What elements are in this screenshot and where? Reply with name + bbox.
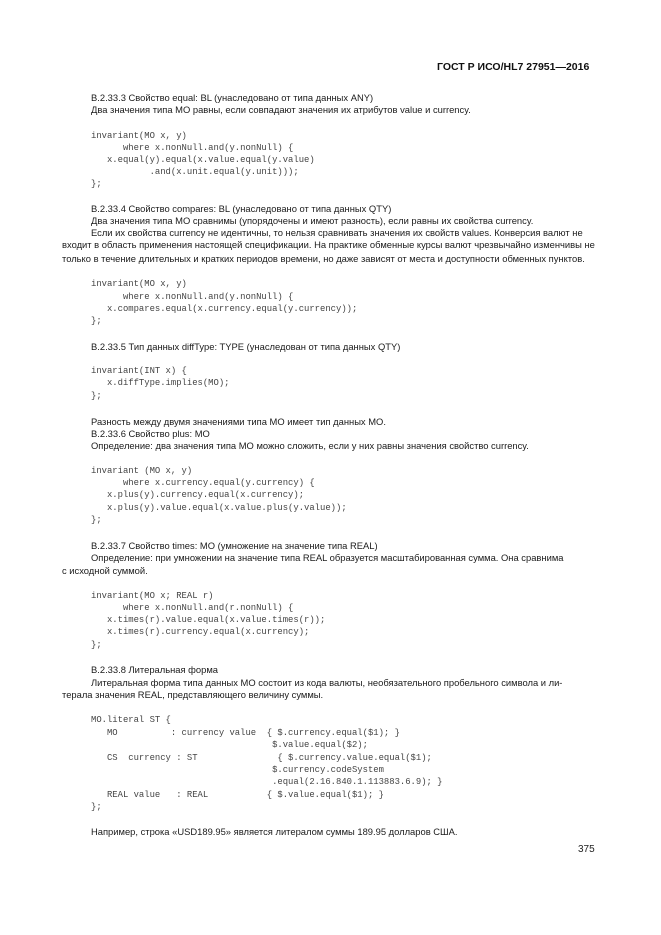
- paragraph-line: Определение: при умножении на значение типа REAL образуется масштабированная сумма. Она сравнима: [91, 552, 564, 563]
- code-line: };: [91, 179, 102, 189]
- code-line: };: [91, 391, 102, 401]
- paragraph-line: терала значения REAL, представляющего величину суммы.: [62, 689, 324, 700]
- paragraph-line: Два значения типа МО равны, если совпадают значения их атрибутов value и currency.: [91, 104, 471, 115]
- code-line: .equal(2.16.840.1.113883.6.9); }: [91, 777, 443, 787]
- code-line: };: [91, 640, 102, 650]
- code-line: invariant(MO x, y): [91, 131, 187, 141]
- section-heading: В.2.33.6 Свойство plus: МО: [91, 428, 210, 439]
- code-line: $.currency.codeSystem: [91, 765, 384, 775]
- paragraph-line: Два значения типа МО сравнимы (упорядочены и имеют разность), если равны их свойства currency.: [91, 215, 534, 226]
- code-line: invariant (MO x, y): [91, 466, 193, 476]
- paragraph-line: Если их свойства currency не идентичны, то нельзя сравнивать значения их свойств values. Конверсия валют не: [91, 227, 583, 238]
- code-line: where x.nonNull.and(y.nonNull) {: [91, 143, 294, 153]
- code-line: x.compares.equal(x.currency.equal(y.currency));: [91, 304, 358, 314]
- code-line: };: [91, 802, 102, 812]
- paragraph-line: Определение: два значения типа МО можно сложить, если у них равны значения свойство currency.: [91, 440, 529, 451]
- code-line: MO.literal ST {: [91, 715, 171, 725]
- paragraph-line: Литеральная форма типа данных МО состоит из кода валюты, необязательного пробельного символа и ли-: [91, 677, 563, 688]
- section-heading: В.2.33.3 Свойство equal: BL (унаследовано от типа данных ANY): [91, 92, 374, 103]
- code-line: x.times(r).value.equal(x.value.times(r));: [91, 615, 326, 625]
- code-line: };: [91, 316, 102, 326]
- code-line: where x.nonNull.and(y.nonNull) {: [91, 292, 294, 302]
- code-line: x.plus(y).currency.equal(x.currency);: [91, 490, 305, 500]
- paragraph-line: Например, строка «USD189.95» является литералом суммы 189.95 долларов США.: [91, 826, 458, 837]
- code-line: $.value.equal($2);: [91, 740, 368, 750]
- code-line: invariant(MO x, y): [91, 279, 187, 289]
- code-line: invariant(INT x) {: [91, 366, 187, 376]
- code-line: where x.nonNull.and(r.nonNull) {: [91, 603, 294, 613]
- section-heading: В.2.33.7 Свойство times: МО (умножение на значение типа REAL): [91, 540, 378, 551]
- code-line: x.times(r).currency.equal(x.currency);: [91, 627, 310, 637]
- code-line: .and(x.unit.equal(y.unit)));: [91, 167, 299, 177]
- section-heading: В.2.33.5 Тип данных diffType: TYPE (унаследован от типа данных QTY): [91, 341, 401, 352]
- code-line: where x.currency.equal(y.currency) {: [91, 478, 315, 488]
- paragraph-line: Разность между двумя значениями типа МО имеет тип данных МО.: [91, 416, 386, 427]
- code-line: };: [91, 515, 102, 525]
- paragraph-line: с исходной суммой.: [62, 565, 148, 576]
- section-heading: В.2.33.8 Литеральная форма: [91, 664, 218, 675]
- code-line: MO : currency value { $.currency.equal($1); }: [91, 728, 400, 738]
- paragraph-line: только в течение длительных и кратких периодов времени, но даже зависят от места и доступности обменных пунктов.: [62, 253, 585, 264]
- paragraph-line: входит в область применения настоящей спецификации. На практике обменные курсы валют чрезвычайно изменчивы не: [62, 239, 595, 250]
- section-heading: В.2.33.4 Свойство compares: BL (унаследовано от типа данных QTY): [91, 203, 392, 214]
- code-line: REAL value : REAL { $.value.equal($1); }: [91, 790, 384, 800]
- code-line: x.plus(y).value.equal(x.value.plus(y.value));: [91, 503, 347, 513]
- code-line: CS currency : ST { $.currency.value.equal($1);: [91, 753, 432, 763]
- code-line: x.diffType.implies(MO);: [91, 378, 230, 388]
- code-line: x.equal(y).equal(x.value.equal(y.value): [91, 155, 315, 165]
- code-line: invariant(MO x; REAL r): [91, 591, 214, 601]
- document-header: ГОСТ Р ИСО/HL7 27951—2016: [437, 61, 590, 73]
- page-number: 375: [578, 844, 595, 855]
